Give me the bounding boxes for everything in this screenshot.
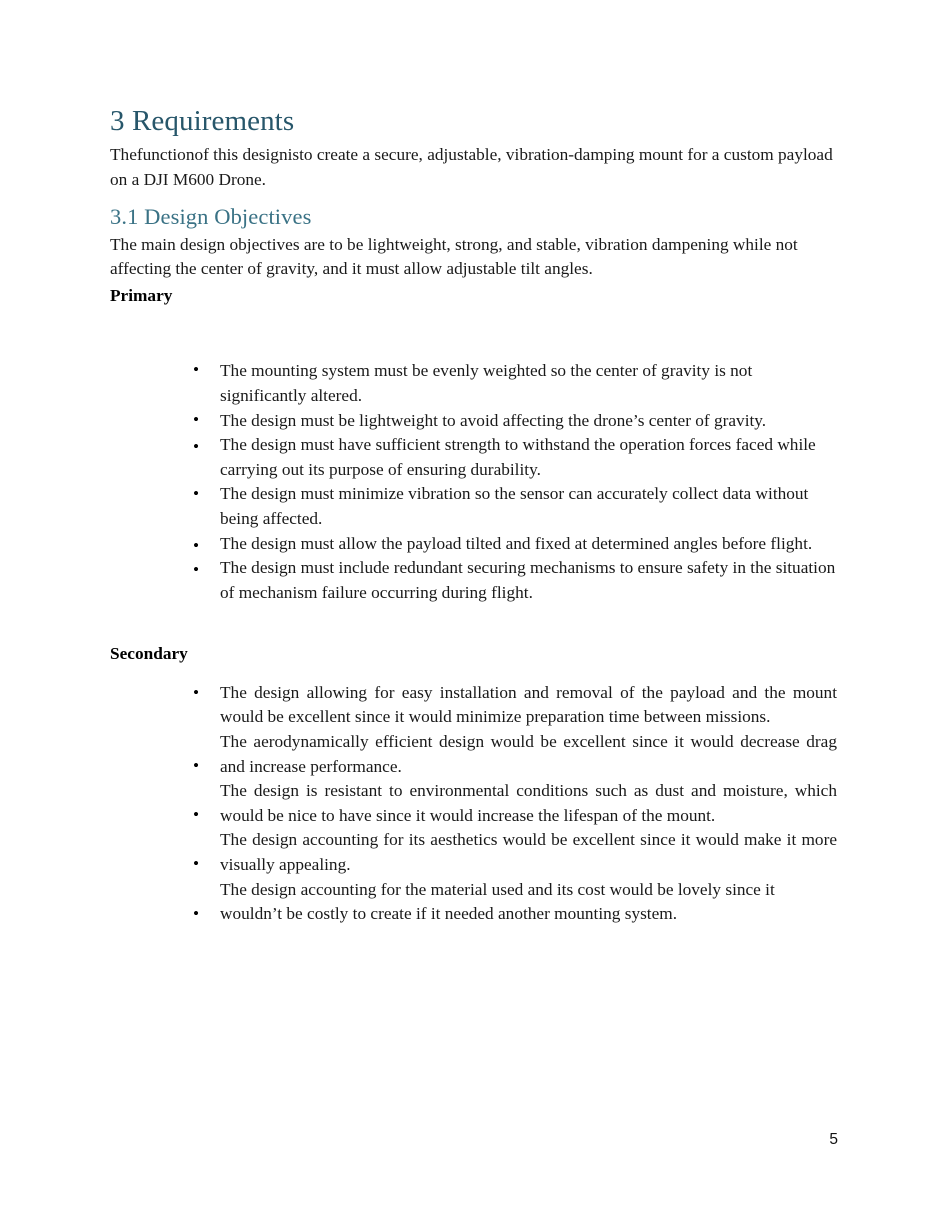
list-item-text: The design must include redundant securing mechanisms to ensure safety in the situation of mechanism failure occurring during flight.: [220, 558, 836, 602]
section-heading: 3 Requirements: [110, 105, 295, 137]
bullet-icon: [193, 803, 203, 828]
list-item-text: The design is resistant to environmental conditions such as dust and moisture, which would be nice to have since it would increase the lifespan of the mount.: [220, 781, 837, 825]
bullet-icon: [193, 358, 203, 383]
secondary-label: Secondary: [110, 644, 188, 664]
list-item: [110, 532, 837, 557]
list-item-text: The design must have sufficient strength to withstand the operation forces faced while carrying out its purpose of ensuring durability.: [220, 435, 816, 479]
bullet-icon: [193, 681, 203, 706]
bullet-icon: [193, 852, 203, 877]
bullet-icon: [193, 754, 203, 779]
section-intro-paragraph: Thefunctionof this designisto create a secure, adjustable, vibration-damping mount for a custom payload on a DJI M600 Drone.: [110, 145, 833, 189]
list-item: [110, 828, 837, 877]
list-item: [110, 482, 837, 531]
bullet-icon: [193, 534, 203, 559]
primary-label: Primary: [110, 285, 173, 305]
document-content: [110, 104, 837, 927]
list-item-text: The design accounting for its aesthetics would be excellent since it would make it more visually appealing.: [220, 830, 837, 875]
list-item: [110, 359, 837, 408]
list-item-text: The design must minimize vibration so the sensor can accurately collect data without being affected.: [220, 484, 809, 528]
list-item: [110, 681, 837, 730]
list-item-text: The mounting system must be evenly weighted so the center of gravity is not significantly altered.: [220, 361, 753, 405]
list-item: [110, 730, 837, 779]
list-item: [110, 878, 837, 927]
list-item-text: The design must be lightweight to avoid affecting the drone’s center of gravity.: [220, 410, 767, 430]
bullet-icon: [193, 482, 203, 507]
secondary-requirements-list: [110, 681, 837, 927]
subsection-heading: 3.1 Design Objectives: [110, 203, 312, 229]
bullet-icon: [193, 558, 203, 583]
bullet-icon: [193, 408, 203, 433]
list-item-text: The aerodynamically efficient design would be excellent since it would decrease drag and increase performance.: [220, 732, 837, 776]
page-number: 5: [829, 1131, 838, 1148]
list-item: [110, 433, 837, 482]
list-item: [110, 779, 837, 828]
bullet-icon: [193, 902, 203, 927]
subsection-intro-paragraph: The main design objectives are to be lightweight, strong, and stable, vibration dampening while not affecting the center of gravity, and it must allow adjustable tilt angles.: [110, 234, 798, 279]
bullet-icon: [193, 435, 203, 460]
primary-requirements-list: [110, 359, 837, 605]
list-item: [110, 409, 837, 434]
list-item-text: The design must allow the payload tilted and fixed at determined angles before flight.: [220, 533, 813, 553]
list-item-text: The design accounting for the material used and its cost would be lovely since it wouldn’t be costly to create if it needed another mounting system.: [220, 879, 775, 924]
list-item: [110, 556, 837, 605]
list-item-text: The design allowing for easy installation and removal of the payload and the mount would be excellent since it would minimize preparation time between missions.: [220, 682, 837, 727]
